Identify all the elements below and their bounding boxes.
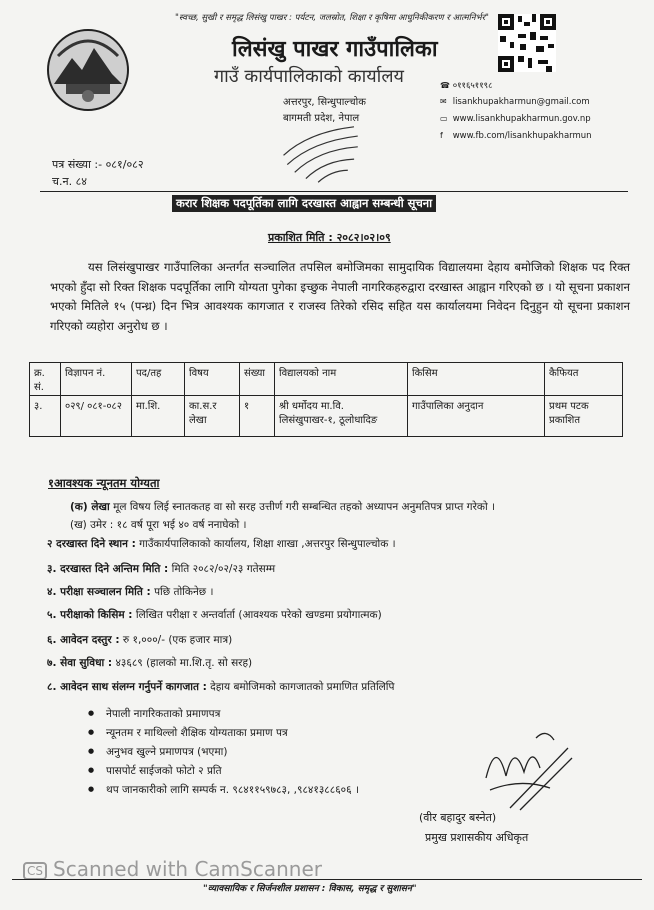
letter-number: पत्र संख्या :- ०८१/०८२	[52, 158, 144, 171]
requirement-2-text: गाउँकार्यपालिकाको कार्यालय, शिक्षा शाखा ,अत्तरपुर सिन्धुपाल्चोक ।	[139, 538, 396, 550]
requirement-ka-text: मूल विषय लिई स्नातकतह वा सो सरह उत्तीर्ण गरी सम्बन्धित तहको अध्यापन अनुमतिपत्र प्राप्त गरेको ।	[113, 501, 495, 513]
requirement-7-label: ७. सेवा सुविधा :	[47, 657, 113, 669]
col-header-ad-no: विज्ञापन नं.	[61, 363, 132, 396]
requirement-3-label: ३. दरखास्त दिने अन्तिम मिति :	[47, 563, 169, 575]
requirement-6-label: ६. आवेदन दस्तुर :	[47, 634, 120, 646]
requirement-4-label: ४. परीक्षा सञ्चालन मिति :	[47, 586, 151, 598]
camscanner-logo: CS	[23, 862, 47, 880]
header-motto: "स्वच्छ, सुखी र समृद्ध लिसंखु पाखर : पर्यटन, जलस्रोत, शिक्षा र कृषिमा आधुनिकीकरण र आत्मनिर्भर"	[175, 13, 489, 23]
cell-subject: का.स.र लेखा	[185, 396, 240, 437]
contact-email	[440, 97, 590, 107]
requirement-8	[47, 680, 394, 694]
cell-ad-no: ०२९/ ०८१-०८२	[61, 396, 132, 437]
requirement-5-text: लिखित परीक्षा र अन्तर्वार्ता (आवश्यक परेको खण्डमा प्रयोगात्मक)	[135, 609, 382, 621]
phone-number: ०११६५११९८	[452, 81, 493, 91]
document-list-item: ● पासपोर्ट साईजको फोटो २ प्रति	[106, 764, 222, 778]
table-row	[30, 396, 623, 437]
requirement-ka	[70, 500, 495, 514]
signatory-title: प्रमुख प्रशासकीय अधिकृत	[425, 831, 529, 844]
contact-website	[440, 114, 591, 124]
phone-icon: ☎	[440, 81, 450, 90]
globe-icon: ▭	[440, 114, 448, 123]
signature	[480, 718, 576, 814]
col-header-subject: विषय	[185, 363, 240, 396]
document-list-item: ● अनुभव खुल्ने प्रमाणपत्र (भएमा)	[106, 745, 227, 759]
office-name: गाउँ कार्यपालिकाको कार्यालय	[214, 66, 404, 87]
watermark-text: Scanned with CamScanner	[53, 857, 322, 881]
requirement-3-text: मिति २०८२/०२/२३ गतेसम्म	[171, 563, 276, 575]
requirement-5-label: ५. परीक्षाको किसिम :	[47, 609, 133, 621]
facebook-icon: f	[440, 131, 443, 140]
document-list-item: ● थप जानकारीको लागि सम्पर्क न. ९८४११५९७८३, ,९८४१३८८६०६ ।	[106, 783, 359, 797]
government-emblem-icon	[44, 26, 132, 114]
col-header-sn: क्र. सं.	[30, 363, 61, 396]
requirement-3	[47, 562, 275, 576]
cell-school: श्री धर्मोदय मा.वि. लिसंखुपाखर-१, ठूलोधादिङ	[275, 396, 408, 437]
requirement-4-text: पछि तोकिनेछ ।	[154, 586, 214, 598]
requirement-2-label: २ दरखास्त दिने स्थान :	[47, 538, 136, 550]
requirement-7-text: ४३६८९ (हालको मा.शि.तृ. सो सरह)	[115, 657, 253, 669]
requirement-5	[47, 608, 382, 622]
col-header-count: संख्या	[240, 363, 275, 396]
qr-code-icon	[498, 14, 556, 72]
cell-remarks: प्रथम पटक प्रकाशित	[545, 396, 623, 437]
qualification-heading: १आवश्यक न्यूनतम योग्यता	[48, 476, 160, 490]
vacancy-table	[29, 362, 623, 437]
requirement-8-label: ८. आवेदन साथ संलग्न गर्नुपर्ने कागजात :	[47, 681, 207, 693]
footer-divider	[12, 879, 642, 880]
contact-facebook	[440, 131, 592, 141]
scanner-watermark	[23, 857, 322, 881]
cell-type: गाउँपालिका अनुदान	[408, 396, 545, 437]
requirement-6	[47, 633, 232, 647]
header-divider	[40, 191, 628, 192]
cell-post: मा.शि.	[132, 396, 185, 437]
requirement-ka-label: (क) लेखा	[70, 501, 110, 513]
document-list-item: ● नेपाली नागरिकताको प्रमाणपत्र	[106, 707, 220, 721]
facebook-url: www.fb.com/lisankhupakharmun	[452, 131, 592, 141]
email-address: lisankhupakharmun@gmail.com	[452, 97, 590, 107]
notice-body: यस लिसंखुपाखर गाउँपालिका अन्तर्गत सञ्चालित तपसिल बमोजिमका सामुदायिक विद्यालयमा देहाय बमोजिको शिक्षक पद रिक्त भएको हुँदा सो रिक्त शिक्षक पदपूर्तिका लागि योग्यता पुगेका इच्छुक नेपाली नागरिकहरुद्वारा दरखास्त आह्वान गरिएको छ । यो सूचना प्रकाशन भएको मितिले १५ (पन्ध्र) दिन भित्र आवश्यक कागजात र राजस्व तिरेको रसिद सहित यस कार्यालयमा निवेदन दिनुहुन यो सूचना प्रकाशन गरिएको व्यहोरा अनुरोध छ ।	[50, 260, 630, 333]
requirement-2	[47, 537, 396, 551]
footer-motto: "व्यावसायिक र सिर्जनशील प्रशासन : विकास, समृद्ध र सुशासन"	[203, 884, 417, 894]
email-icon: ✉	[440, 97, 447, 106]
notice-subject: करार शिक्षक पदपूर्तिका लागि दरखास्त आह्वान सम्बन्धी सूचना	[172, 195, 436, 212]
table-header-row	[30, 363, 623, 396]
contact-phone	[440, 80, 492, 91]
published-date: प्रकाशित मिति : २०८२।०२।०९	[268, 231, 391, 244]
col-header-school: विद्यालयको नाम	[275, 363, 408, 396]
dispatch-number: च.न. ८४	[52, 175, 88, 188]
cell-sn: ३.	[30, 396, 61, 437]
signatory-name: (वीर बहादुर बस्नेत)	[419, 811, 497, 824]
website-url: www.lisankhupakharmun.gov.np	[452, 114, 591, 124]
org-name: लिसंखु पाखर गाउँपालिका	[232, 37, 438, 62]
requirement-7	[47, 656, 252, 670]
address-line-1: अत्तरपुर, सिन्धुपाल्चोक	[283, 97, 366, 108]
requirement-8-text: देहाय बमोजिमको कागजातको प्रमाणित प्रतिलिपि	[210, 681, 395, 693]
requirement-6-text: रु १,०००/- (एक हजार मात्र)	[122, 634, 233, 646]
office-stamp	[278, 118, 370, 190]
col-header-post: पद/तह	[132, 363, 185, 396]
requirement-4	[47, 585, 213, 599]
address-line-2: बागमती प्रदेश, नेपाल	[283, 113, 360, 124]
requirement-kha: (ख) उमेर : १८ वर्ष पूरा भई ४० वर्ष ननाघेको ।	[70, 519, 247, 531]
col-header-remarks: कैफियत	[545, 363, 623, 396]
cell-count: १	[240, 396, 275, 437]
col-header-type: किसिम	[408, 363, 545, 396]
document-list-item: ● न्यूनतम र माथिल्लो शैक्षिक योग्यताका प्रमाण पत्र	[106, 726, 288, 740]
